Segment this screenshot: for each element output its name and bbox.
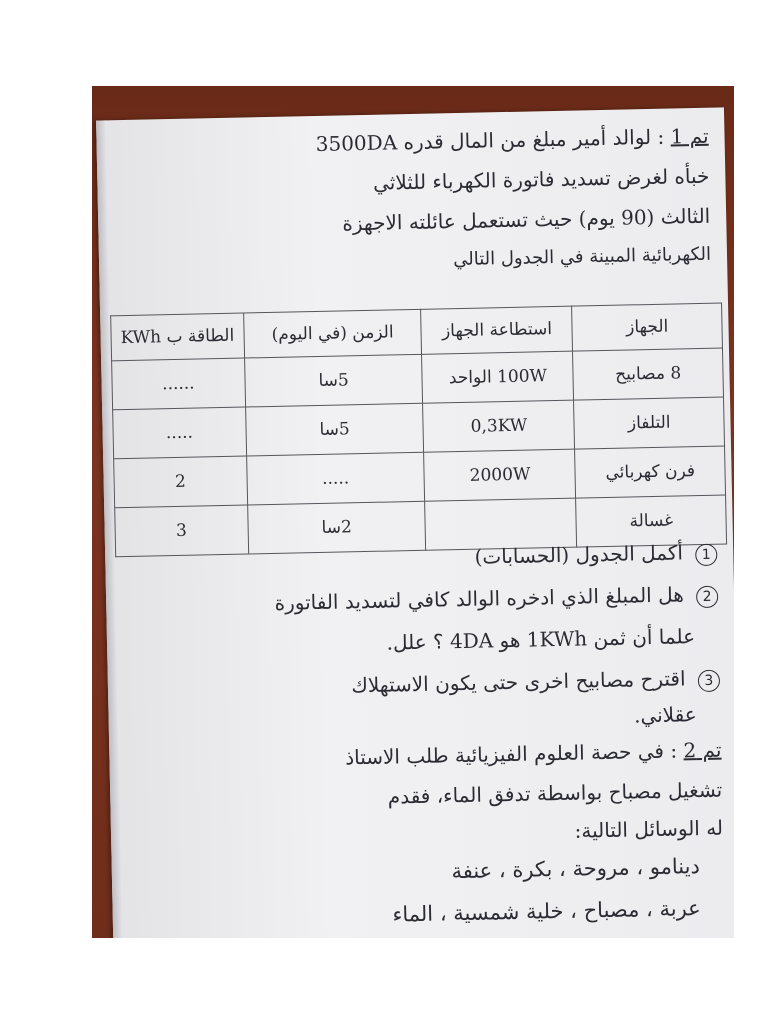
photo-background	[92, 86, 734, 938]
question-number-badge: 3	[698, 670, 720, 692]
exercise2-line-1: تم 2 : في حصة العلوم الفيزيائية طلب الاستاذ	[344, 737, 722, 770]
question-2: 2 هل المبلغ الذي ادخره الوالد كافي لتسديد الفاتورة	[274, 582, 718, 617]
exercise1-line-1: تم 1 : لوالد أمير مبلغ من المال قدره 3500DA	[315, 123, 709, 156]
question-number-badge: 2	[696, 586, 718, 608]
appliances-table	[110, 303, 727, 558]
exercise1-label: تم 1	[670, 123, 709, 149]
question-1: 1 أكمل الجدول (الحسابات)	[474, 540, 717, 571]
question-2-cont: علما أن ثمن 1KWh هو 4DA ؟ علل.	[386, 624, 696, 655]
notebook-page	[96, 107, 734, 938]
cell-time: 5سا	[244, 354, 423, 407]
exercise1-line-2: خبأه لغرض تسديد فاتورة الكهرباء للثلاثي	[372, 163, 710, 195]
cell-power: 100W الواحد	[422, 351, 574, 403]
exercise1-line-4: الكهربائية المبينة في الجدول التالي	[453, 243, 712, 271]
cell-power: 0,3KW	[423, 400, 575, 452]
materials-line-1: دينامو ، مروحة ، بكرة ، عنفة	[451, 854, 701, 884]
question-number-badge: 1	[695, 544, 717, 566]
cell-time: 5سا	[245, 403, 424, 456]
header-power: استطاعة الجهاز	[421, 306, 573, 354]
cell-energy: ......	[112, 358, 246, 410]
header-energy: الطاقة ب KWh	[111, 313, 245, 361]
cell-time: 2سا	[247, 501, 426, 554]
header-time: الزمن (في اليوم)	[243, 309, 422, 358]
cell-energy: 3	[115, 505, 249, 557]
header-device: الجهاز	[572, 303, 722, 351]
cell-energy: 2	[114, 456, 248, 508]
cell-device: غسالة	[576, 495, 727, 547]
question-3-cont: عقلاني.	[633, 702, 697, 728]
exercise1-line-3: الثالث (90 يوم) حيث تستعمل عائلته الاجهزة	[342, 203, 711, 236]
cell-time: .....	[246, 452, 425, 505]
cell-device: 8 مصابيح	[573, 348, 724, 400]
question-3: 3 اقترح مصابيح اخرى حتى يكون الاستهلاك	[351, 666, 720, 700]
materials-line-2: عربة ، مصباح ، خلية شمسية ، الماء	[392, 896, 701, 927]
cell-device: فرن كهربائي	[575, 446, 726, 498]
cell-energy: .....	[113, 407, 247, 459]
exercise2-line-2: تشغيل مصباح بواسطة تدفق الماء، فقدم	[387, 777, 723, 809]
exercise2-line-3: له الوسائل التالية:	[574, 815, 724, 843]
cell-device: التلفاز	[574, 397, 725, 449]
exercise2-label: تم 2	[683, 737, 722, 763]
cell-power: 2000W	[424, 449, 576, 501]
